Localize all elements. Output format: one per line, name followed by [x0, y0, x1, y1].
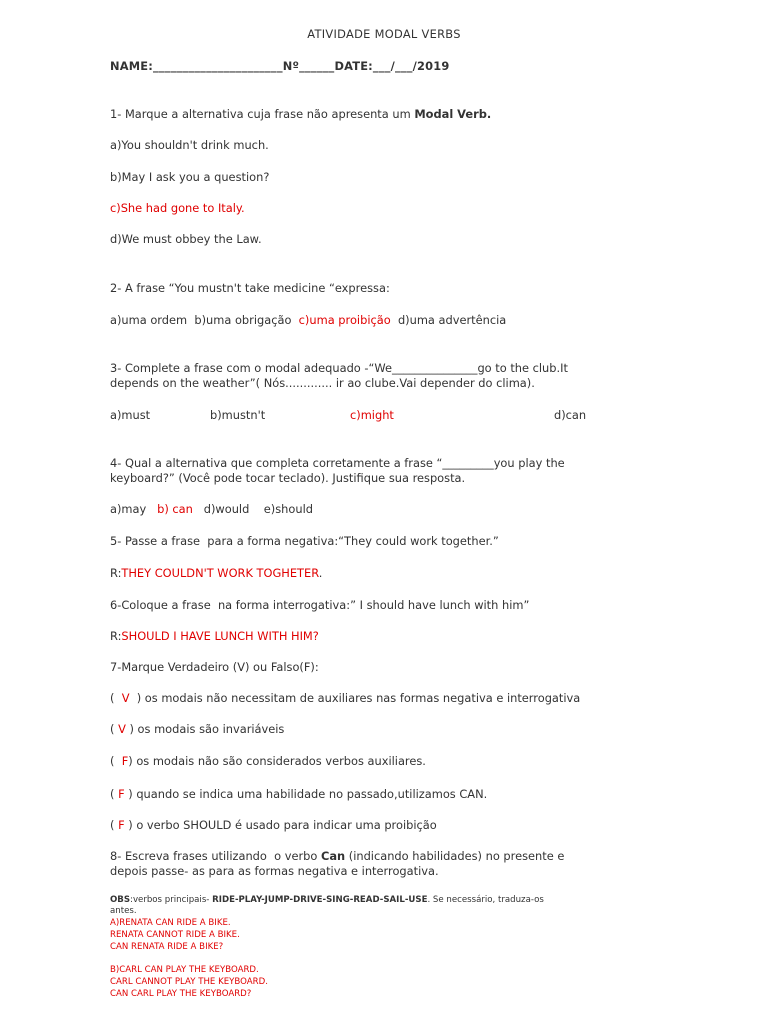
- obs-label: OBS: [110, 895, 131, 905]
- true-false-statement: ) o verbo SHOULD é usado para indicar uma proibição: [124, 818, 437, 832]
- question-2-option-c-answer: c)uma proibição: [298, 313, 391, 327]
- obs-text: :verbos principais-: [130, 895, 213, 905]
- question-3-prompt-line-2: depends on the weather”( Nós............. ir ao clube.Vai depender do clima).: [110, 376, 535, 390]
- answer-a-line-2: RENATA CANNOT RIDE A BIKE.: [110, 930, 240, 940]
- bracket-open: (: [110, 722, 119, 736]
- bracket-open: (: [110, 691, 122, 705]
- true-false-item: [110, 787, 487, 801]
- question-1-emphasis: Modal Verb.: [414, 107, 492, 121]
- answer-a-line-3: CAN RENATA RIDE A BIKE?: [110, 942, 224, 952]
- bracket-open: (: [110, 818, 119, 832]
- answer-label: R:: [110, 629, 122, 643]
- true-false-item: [110, 691, 580, 705]
- question-5-answer-line: [110, 566, 322, 580]
- question-3-option-c-answer: c)might: [350, 408, 394, 422]
- obs-verb-list: RIDE-PLAY-JUMP-DRIVE-SING-READ-SAIL-USE: [212, 895, 428, 905]
- question-4-options: [110, 502, 313, 516]
- true-false-mark: V: [121, 691, 130, 705]
- question-1-option-c-answer: c)She had gone to Italy.: [110, 201, 245, 215]
- question-6-answer-line: [110, 629, 319, 643]
- true-false-item: [110, 818, 437, 832]
- question-3-option-a: a)must: [110, 408, 151, 422]
- true-false-item: [110, 722, 284, 736]
- question-5-answer: THEY COULDN'T WORK TOGHETER: [121, 566, 319, 580]
- question-1-prompt: [110, 107, 491, 121]
- question-2-option-d: d)uma advertência: [390, 313, 507, 327]
- question-2-options: [110, 313, 506, 327]
- question-4-prompt-line-1: 4- Qual a alternativa que completa corretamente a frase “_________you play the: [110, 456, 565, 470]
- question-1-option-b: b)May I ask you a question?: [110, 170, 270, 184]
- true-false-statement: ) os modais são invariáveis: [125, 722, 285, 736]
- question-8-text: 8- Escreva frases utilizando o verbo: [110, 849, 321, 863]
- question-2-option-ab: a)uma ordem b)uma obrigação: [110, 313, 299, 327]
- question-3-option-d: d)can: [554, 408, 587, 422]
- true-false-mark: F: [118, 818, 125, 832]
- question-1-option-a: a)You shouldn't drink much.: [110, 138, 269, 152]
- student-header-line: NAME:______________________Nº______DATE:___/___/2019: [110, 59, 450, 73]
- question-1-option-d: d)We must obbey the Law.: [110, 232, 262, 246]
- answer-b-line-3: CAN CARL PLAY THE KEYBOARD?: [110, 989, 252, 999]
- answer-b-line-1: B)CARL CAN PLAY THE KEYBOARD.: [110, 965, 259, 975]
- true-false-statement: ) quando se indica uma habilidade no passado,utilizamos CAN.: [124, 787, 488, 801]
- question-8-emphasis: Can: [320, 849, 346, 863]
- question-3-option-b: b)mustn't: [210, 408, 266, 422]
- true-false-mark: V: [118, 722, 126, 736]
- question-4-option-b-answer: b) can: [157, 502, 193, 516]
- question-7-prompt: 7-Marque Verdadeiro (V) ou Falso(F):: [110, 660, 319, 674]
- page-title: ATIVIDADE MODAL VERBS: [307, 27, 461, 41]
- question-5-prompt: 5- Passe a frase para a forma negativa:“They could work together.”: [110, 534, 499, 548]
- question-6-prompt: 6-Coloque a frase na forma interrogativa:” I should have lunch with him”: [110, 598, 530, 612]
- question-8-prompt-line-1: [110, 849, 564, 863]
- bracket-open: (: [110, 787, 119, 801]
- obs-text-end: . Se necessário, traduza-os: [427, 895, 544, 905]
- question-4-option-d-e: d)would e)should: [192, 502, 313, 516]
- question-6-answer: SHOULD I HAVE LUNCH WITH HIM?: [121, 629, 319, 643]
- answer-b-line-2: CARL CANNOT PLAY THE KEYBOARD.: [110, 977, 268, 987]
- answer-period: .: [318, 566, 323, 580]
- true-false-item: [110, 754, 426, 768]
- answer-a-line-1: A)RENATA CAN RIDE A BIKE.: [110, 918, 231, 928]
- question-2-prompt: 2- A frase “You mustn't take medicine “expressa:: [110, 281, 390, 295]
- question-8-prompt-line-2: depois passe- as para as formas negativa e interrogativa.: [110, 864, 439, 878]
- bracket-open: (: [110, 754, 122, 768]
- true-false-mark: F: [118, 787, 125, 801]
- question-1-text: 1- Marque a alternativa cuja frase não apresenta um: [110, 107, 415, 121]
- answer-label: R:: [110, 566, 122, 580]
- true-false-mark: F: [121, 754, 129, 768]
- true-false-statement: ) os modais não são considerados verbos auxiliares.: [128, 754, 426, 768]
- obs-note-line-2: antes.: [110, 906, 137, 916]
- question-3-prompt-line-1: 3- Complete a frase com o modal adequado -“We_______________go to the club.It: [110, 361, 568, 375]
- question-8-text-end: (indicando habilidades) no presente e: [345, 849, 565, 863]
- question-4-option-a: a)may: [110, 502, 158, 516]
- obs-note-line-1: [110, 895, 544, 906]
- true-false-statement: ) os modais não necessitam de auxiliares nas formas negativa e interrogativa: [129, 691, 581, 705]
- question-4-prompt-line-2: keyboard?” (Você pode tocar teclado). Justifique sua resposta.: [110, 471, 466, 485]
